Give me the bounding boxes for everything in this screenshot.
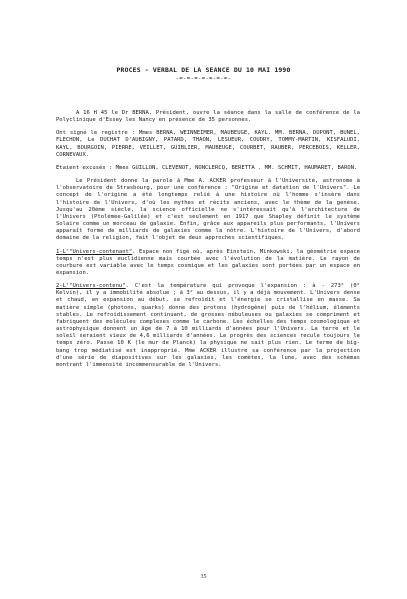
section-univers-contenant [56,249,360,278]
document-body [56,110,360,375]
section-text-univers-contenant: . Espace non figé où, après Einstein, Minkowski, la géométrie espace temps n'est plus euclidienne mais courbée avec l'évolution de la matière. Le rayon de courbure est variable avec le temps cosmique et les galaxies sont portées par un espace en expansion. [56,248,360,276]
section-heading-univers-contenant: 1-L'"Univers-contenant" [56,248,133,255]
page-number: 35 [200,574,207,580]
lecture-intro-paragraph: Le Président donne la parole à Mme A. ACKER professeur à l'Université, astronome à l'observatoire de Strasbourg, pour une conférence : "Origine et datation de l'Univers". Le concept de l'origine a été longtemps relié à une histoire où l'homme s'insère dans l'histoire de l'Univers, d'où les mythes et récits anciens, avec le thème de la genèse. Jusqu'au 20ème siècle, la science officielle ne s'intéressait qu'à l'architecture de l'Univers (Ptolémée-Galilée) et c'est seulement en 1917 que Shapley définit le système Solaire comme un morceau de galaxie. Enfin, grâce aux appareils plus performants, l'Univers apparaît formé de milliards de galaxies comme la nôtre. L'histoire de l'Univers, d'abord domaine de la religion, fait l'objet de deux approches scientifiques. [56,178,360,242]
opening-paragraph: A 16 H 45 le Dr BERNA, Président, ouvre la séance dans la salle de conférence de la Polyclinique d'Essey les Nancy en présence de 35 personnes. [56,110,360,124]
signatories-paragraph: Ont signé le registre : Mmes BERNA, WEINNEIMER, MAUBEUGE, KAYL. MM. BERNA, DUPONT, BUNEL, FLECHON, Le DUCHAT D'AUBIGNY, PATARD, THAON, LESUEUR, COUDRY, TOMMY-MARTIN, KISFALUDI, KAYL, BOURGOIN, PIERRE, VEILLET, GUIBLIER, MAUBEUGE, COURBET, RAUBER, PERCEBOIS, KELLER, CORNEVAUX. [56,130,360,158]
title-divider: -=-=-=-=-=-=-=- [175,76,232,82]
section-heading-univers-contenu: 2-L'"Univers-contenu" [56,283,126,290]
excused-paragraph: Etaient excusés : Mmes GUILLON, CLEVENOT, NONCLERCQ, BERETTA . MM. SCHMIT, HAUMARET, BARON. [56,164,358,171]
section-univers-contenu [56,283,360,369]
section-text-univers-contenu: . C'est la température qui provoque l'expansion : à - 273° (0° Kelvin), il y a immobilité absolue ; à 3° au dessus, il y a déjà mouvement. L'Univers dense et chaud, en expansion au début, se refroidit et l'énergie se cristallise en masse. Sa matière simple (photons, quarks) donne des protons (hydrogène) puis de l'hélium, éléments stables. Le refroidissement continuant, de grosses nébuleuses ou galaxies se compriment et fabriquent des molécules complexes comme le carbone. Les échelles des temps cosmologique et astrophysique donnent un âge de 7 à 10 milliards d'années pour l'Univers. La terre et le soleil seraient vieux de 4,6 milliards d'années. Le progrès des sciences recule toujours le temps zéro. Passé 10 K (le mur de Planck) la physique ne sait plus rien. Le terme de big-bang trop médiatisé est inapproprié. Mme ACKER illustre sa conférence par la projection d'une série de diapositives sur les galaxies, les comètes, la lune, avec des schémas montrant l'immensité incommensurable de l'Univers. [56,283,360,368]
page-title: PROCES - VERBAL DE LA SEANCE DU 10 MAI 1990 [116,66,291,74]
